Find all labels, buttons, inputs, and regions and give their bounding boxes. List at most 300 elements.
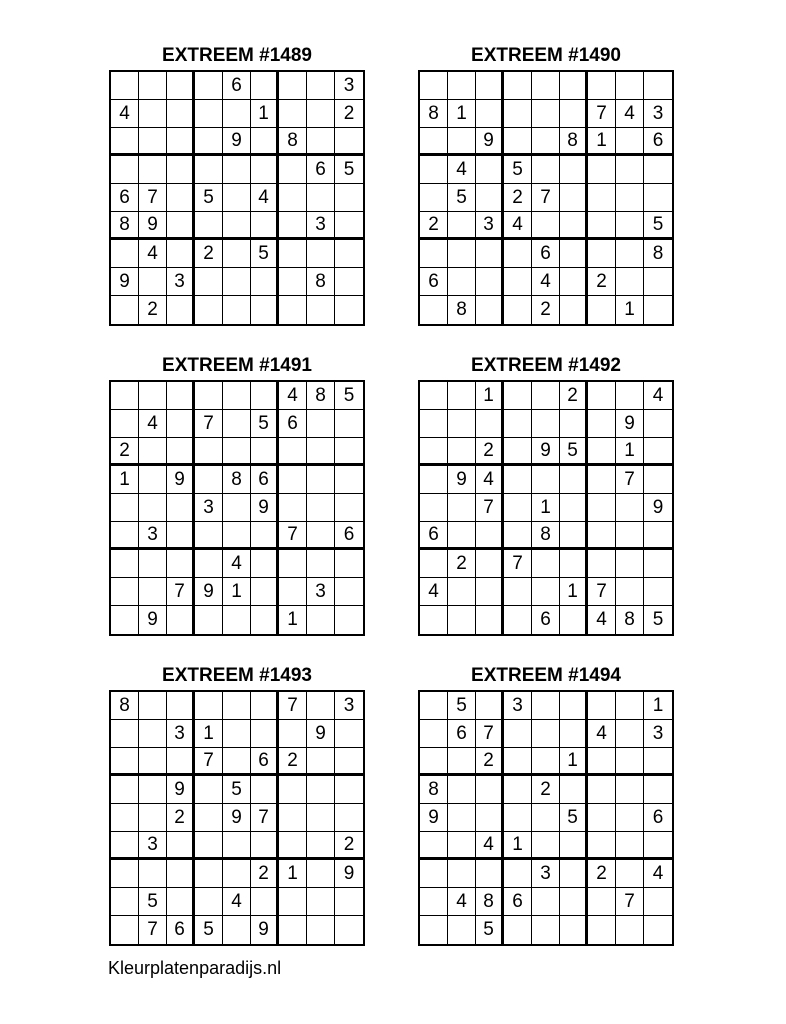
sudoku-cell [588, 550, 616, 578]
sudoku-cell [195, 212, 223, 240]
sudoku-cell [476, 268, 504, 296]
sudoku-grid [418, 70, 674, 326]
sudoku-cell: 2 [167, 804, 195, 832]
sudoku-cell [335, 606, 363, 634]
sudoku-cell [251, 720, 279, 748]
sudoku-cell: 4 [644, 860, 672, 888]
sudoku-cell [616, 128, 644, 156]
sudoku-cell [476, 522, 504, 550]
sudoku-cell [616, 72, 644, 100]
sudoku-cell [644, 550, 672, 578]
sudoku-cell: 6 [532, 606, 560, 634]
sudoku-cell: 9 [251, 916, 279, 944]
sudoku-cell: 1 [532, 494, 560, 522]
sudoku-cell [476, 804, 504, 832]
sudoku-cell [588, 522, 616, 550]
sudoku-cell: 3 [307, 212, 335, 240]
sudoku-cell [167, 128, 195, 156]
sudoku-cell: 5 [223, 776, 251, 804]
sudoku-cell [644, 832, 672, 860]
sudoku-cell: 5 [448, 184, 476, 212]
sudoku-cell [307, 184, 335, 212]
sudoku-cell [420, 184, 448, 212]
sudoku-cell [560, 296, 588, 324]
sudoku-cell: 5 [195, 184, 223, 212]
sudoku-cell: 8 [223, 466, 251, 494]
sudoku-cell [307, 522, 335, 550]
sudoku-cell [335, 804, 363, 832]
sudoku-cell [335, 916, 363, 944]
sudoku-cell: 2 [139, 296, 167, 324]
sudoku-cell: 3 [195, 494, 223, 522]
sudoku-cell: 1 [560, 748, 588, 776]
sudoku-cell [616, 748, 644, 776]
sudoku-cell: 3 [644, 100, 672, 128]
sudoku-cell [139, 692, 167, 720]
sudoku-cell [279, 184, 307, 212]
sudoku-cell [139, 382, 167, 410]
sudoku-cell: 4 [476, 832, 504, 860]
sudoku-cell [223, 410, 251, 438]
sudoku-grid [109, 70, 365, 326]
sudoku-cell [279, 438, 307, 466]
sudoku-cell [420, 296, 448, 324]
sudoku-cell [504, 606, 532, 634]
sudoku-cell [504, 296, 532, 324]
sudoku-cell [279, 466, 307, 494]
sudoku-cell [644, 296, 672, 324]
sudoku-cell [560, 240, 588, 268]
sudoku-cell [195, 522, 223, 550]
sudoku-cell [588, 832, 616, 860]
sudoku-cell [476, 296, 504, 324]
sudoku-cell [448, 212, 476, 240]
sudoku-cell [448, 522, 476, 550]
sudoku-cell [476, 776, 504, 804]
sudoku-cell: 9 [223, 128, 251, 156]
sudoku-cell [251, 268, 279, 296]
sudoku-cell [420, 466, 448, 494]
sudoku-cell [588, 382, 616, 410]
sudoku-cell [307, 832, 335, 860]
sudoku-cell [111, 916, 139, 944]
sudoku-cell [420, 916, 448, 944]
sudoku-cell [139, 72, 167, 100]
sudoku-cell [588, 72, 616, 100]
sudoku-cell: 9 [167, 466, 195, 494]
sudoku-cell: 6 [335, 522, 363, 550]
sudoku-cell: 8 [644, 240, 672, 268]
sudoku-cell [504, 494, 532, 522]
sudoku-cell: 4 [251, 184, 279, 212]
sudoku-cell [335, 466, 363, 494]
sudoku-cell [560, 100, 588, 128]
sudoku-cell: 8 [279, 128, 307, 156]
sudoku-cell: 2 [111, 438, 139, 466]
sudoku-cell [616, 382, 644, 410]
sudoku-cell [420, 748, 448, 776]
sudoku-cell [476, 550, 504, 578]
sudoku-cell [448, 382, 476, 410]
sudoku-cell [111, 860, 139, 888]
sudoku-cell [504, 916, 532, 944]
sudoku-cell [167, 832, 195, 860]
sudoku-cell [448, 128, 476, 156]
sudoku-cell [560, 860, 588, 888]
sudoku-cell [195, 832, 223, 860]
sudoku-cell [111, 888, 139, 916]
sudoku-cell [532, 720, 560, 748]
sudoku-cell [335, 268, 363, 296]
sudoku-grid [418, 380, 674, 636]
sudoku-cell [532, 156, 560, 184]
sudoku-cell: 9 [223, 804, 251, 832]
sudoku-cell [616, 860, 644, 888]
sudoku-cell [560, 494, 588, 522]
sudoku-cell [167, 438, 195, 466]
sudoku-cell: 8 [307, 268, 335, 296]
sudoku-cell [420, 410, 448, 438]
sudoku-cell [560, 888, 588, 916]
sudoku-cell [476, 860, 504, 888]
sudoku-cell [588, 438, 616, 466]
sudoku-cell: 8 [476, 888, 504, 916]
sudoku-cell [616, 720, 644, 748]
sudoku-grid [109, 380, 365, 636]
sudoku-cell [560, 692, 588, 720]
sudoku-cell [111, 72, 139, 100]
sudoku-cell [251, 382, 279, 410]
sudoku-cell [251, 606, 279, 634]
sudoku-cell [588, 296, 616, 324]
sudoku-cell: 8 [111, 212, 139, 240]
sudoku-cell: 2 [532, 296, 560, 324]
sudoku-cell [644, 916, 672, 944]
sudoku-cell [279, 156, 307, 184]
sudoku-cell [335, 240, 363, 268]
sudoku-cell [251, 550, 279, 578]
sudoku-cell [644, 888, 672, 916]
sudoku-cell [532, 212, 560, 240]
sudoku-cell [111, 156, 139, 184]
sudoku-cell [532, 748, 560, 776]
sudoku-cell [335, 296, 363, 324]
sudoku-cell [111, 382, 139, 410]
sudoku-cell: 1 [644, 692, 672, 720]
sudoku-cell: 2 [279, 748, 307, 776]
sudoku-cell: 4 [111, 100, 139, 128]
sudoku-cell [504, 466, 532, 494]
sudoku-cell: 6 [644, 804, 672, 832]
sudoku-cell [448, 748, 476, 776]
sudoku-cell: 3 [532, 860, 560, 888]
sudoku-cell [111, 832, 139, 860]
sudoku-cell [195, 550, 223, 578]
sudoku-cell: 5 [251, 240, 279, 268]
sudoku-cell [195, 128, 223, 156]
sudoku-cell: 6 [420, 522, 448, 550]
sudoku-cell [223, 184, 251, 212]
sudoku-cell [195, 888, 223, 916]
sudoku-cell: 7 [616, 888, 644, 916]
sudoku-cell: 8 [448, 296, 476, 324]
sudoku-cell [588, 916, 616, 944]
sudoku-cell: 5 [139, 888, 167, 916]
sudoku-cell [167, 240, 195, 268]
sudoku-cell [139, 438, 167, 466]
sudoku-cell [223, 100, 251, 128]
sudoku-cell: 6 [644, 128, 672, 156]
sudoku-cell [251, 296, 279, 324]
sudoku-cell: 2 [448, 550, 476, 578]
sudoku-cell [139, 720, 167, 748]
sudoku-cell: 1 [195, 720, 223, 748]
sudoku-cell [251, 438, 279, 466]
sudoku-cell [307, 438, 335, 466]
sudoku-cell [644, 410, 672, 438]
site-watermark: Kleurplatenparadijs.nl [108, 958, 282, 978]
sudoku-cell: 1 [251, 100, 279, 128]
sudoku-cell [616, 156, 644, 184]
sudoku-cell: 2 [195, 240, 223, 268]
sudoku-cell [167, 296, 195, 324]
sudoku-cell [616, 522, 644, 550]
sudoku-cell [279, 100, 307, 128]
sudoku-cell: 1 [476, 382, 504, 410]
sudoku-cell [195, 438, 223, 466]
sudoku-cell [504, 240, 532, 268]
sudoku-cell: 3 [476, 212, 504, 240]
sudoku-cell [532, 100, 560, 128]
sudoku-cell [448, 268, 476, 296]
sudoku-cell [504, 804, 532, 832]
sudoku-cell [504, 720, 532, 748]
sudoku-cell [420, 494, 448, 522]
sudoku-cell: 1 [448, 100, 476, 128]
sudoku-cell: 3 [335, 72, 363, 100]
sudoku-cell [448, 860, 476, 888]
sudoku-cell [420, 888, 448, 916]
sudoku-cell [279, 240, 307, 268]
sudoku-cell [251, 128, 279, 156]
sudoku-cell [616, 212, 644, 240]
sudoku-cell [139, 494, 167, 522]
sudoku-cell: 6 [279, 410, 307, 438]
sudoku-cell: 4 [532, 268, 560, 296]
sudoku-cell: 5 [195, 916, 223, 944]
sudoku-cell [223, 860, 251, 888]
sudoku-cell [644, 156, 672, 184]
sudoku-cell [616, 578, 644, 606]
sudoku-cell [251, 776, 279, 804]
sudoku-cell [251, 72, 279, 100]
sudoku-cell: 2 [588, 268, 616, 296]
sudoku-cell [139, 804, 167, 832]
sudoku-cell [195, 72, 223, 100]
sudoku-cell [279, 720, 307, 748]
sudoku-cell [504, 268, 532, 296]
puzzle-title: EXTREEM #1492 [471, 355, 621, 376]
sudoku-cell [420, 692, 448, 720]
sudoku-cell [448, 606, 476, 634]
sudoku-cell: 5 [335, 156, 363, 184]
sudoku-cell [616, 776, 644, 804]
sudoku-cell [307, 748, 335, 776]
sudoku-cell [307, 72, 335, 100]
sudoku-cell: 7 [195, 748, 223, 776]
sudoku-cell: 1 [504, 832, 532, 860]
sudoku-cell [279, 888, 307, 916]
sudoku-cell: 2 [504, 184, 532, 212]
sudoku-cell [251, 692, 279, 720]
sudoku-cell [335, 128, 363, 156]
sudoku-cell [139, 128, 167, 156]
sudoku-cell [588, 212, 616, 240]
sudoku-grid [418, 690, 674, 946]
sudoku-cell [111, 494, 139, 522]
sudoku-cell [111, 748, 139, 776]
sudoku-cell: 9 [251, 494, 279, 522]
sudoku-cell [223, 720, 251, 748]
sudoku-cell: 7 [279, 522, 307, 550]
puzzle-title: EXTREEM #1493 [162, 665, 312, 686]
sudoku-cell [616, 804, 644, 832]
sudoku-cell [504, 438, 532, 466]
sudoku-cell: 2 [532, 776, 560, 804]
sudoku-cell [448, 916, 476, 944]
sudoku-cell [644, 466, 672, 494]
sudoku-cell: 4 [223, 888, 251, 916]
sudoku-cell [420, 860, 448, 888]
sudoku-cell [420, 382, 448, 410]
sudoku-cell [504, 578, 532, 606]
sudoku-cell [223, 522, 251, 550]
sudoku-cell: 4 [504, 212, 532, 240]
sudoku-cell: 7 [195, 410, 223, 438]
sudoku-cell [139, 100, 167, 128]
sudoku-cell: 3 [335, 692, 363, 720]
sudoku-cell: 4 [420, 578, 448, 606]
sudoku-cell [448, 578, 476, 606]
sudoku-cell [504, 100, 532, 128]
sudoku-cell [420, 832, 448, 860]
sudoku-cell [279, 832, 307, 860]
sudoku-cell [167, 410, 195, 438]
sudoku-cell [560, 410, 588, 438]
sudoku-cell [223, 212, 251, 240]
sudoku-cell [167, 72, 195, 100]
sudoku-cell [139, 466, 167, 494]
sudoku-cell [195, 156, 223, 184]
sudoku-cell: 7 [588, 578, 616, 606]
sudoku-cell [448, 804, 476, 832]
sudoku-cell [335, 212, 363, 240]
sudoku-cell [448, 832, 476, 860]
sudoku-cell [644, 522, 672, 550]
sudoku-cell [195, 382, 223, 410]
sudoku-cell [532, 804, 560, 832]
sudoku-cell [139, 268, 167, 296]
sudoku-cell [476, 72, 504, 100]
sudoku-cell: 1 [588, 128, 616, 156]
sudoku-cell: 7 [504, 550, 532, 578]
sudoku-cell [476, 606, 504, 634]
sudoku-cell: 5 [476, 916, 504, 944]
sudoku-cell [279, 578, 307, 606]
sudoku-cell [476, 578, 504, 606]
sudoku-cell: 2 [476, 748, 504, 776]
sudoku-cell [223, 438, 251, 466]
sudoku-cell: 7 [251, 804, 279, 832]
sudoku-cell: 7 [588, 100, 616, 128]
sudoku-cell [167, 606, 195, 634]
sudoku-cell: 1 [111, 466, 139, 494]
sudoku-cell [420, 128, 448, 156]
puzzle-title: EXTREEM #1489 [162, 45, 312, 66]
sudoku-cell [111, 720, 139, 748]
sudoku-cell [504, 382, 532, 410]
sudoku-cell: 4 [476, 466, 504, 494]
sudoku-cell [251, 578, 279, 606]
sudoku-cell [335, 410, 363, 438]
sudoku-cell [111, 522, 139, 550]
sudoku-cell: 3 [307, 578, 335, 606]
sudoku-cell [195, 692, 223, 720]
sudoku-cell [307, 888, 335, 916]
sudoku-cell [223, 748, 251, 776]
sudoku-cell [560, 550, 588, 578]
sudoku-cell [335, 776, 363, 804]
sudoku-cell [335, 550, 363, 578]
sudoku-cell: 2 [420, 212, 448, 240]
sudoku-cell: 9 [616, 410, 644, 438]
sudoku-cell [223, 832, 251, 860]
sudoku-cell: 9 [307, 720, 335, 748]
sudoku-cell [420, 606, 448, 634]
sudoku-cell: 9 [167, 776, 195, 804]
sudoku-cell: 7 [279, 692, 307, 720]
sudoku-cell [644, 578, 672, 606]
sudoku-cell [307, 494, 335, 522]
sudoku-cell [616, 184, 644, 212]
sudoku-cell: 3 [139, 522, 167, 550]
sudoku-cell [616, 240, 644, 268]
sudoku-cell [167, 860, 195, 888]
sudoku-cell: 4 [448, 888, 476, 916]
sudoku-cell [111, 606, 139, 634]
sudoku-cell: 9 [139, 212, 167, 240]
sudoku-cell [504, 410, 532, 438]
sudoku-cell [139, 578, 167, 606]
sudoku-cell: 6 [307, 156, 335, 184]
sudoku-cell [251, 832, 279, 860]
sudoku-cell [476, 692, 504, 720]
sudoku-cell [279, 494, 307, 522]
sudoku-cell [588, 804, 616, 832]
sudoku-cell [476, 240, 504, 268]
sudoku-cell [335, 578, 363, 606]
sudoku-cell [504, 72, 532, 100]
sudoku-cell [279, 804, 307, 832]
sudoku-cell [111, 804, 139, 832]
sudoku-cell [167, 156, 195, 184]
sudoku-cell [279, 916, 307, 944]
sudoku-cell [279, 268, 307, 296]
sudoku-cell [111, 240, 139, 268]
sudoku-cell [279, 212, 307, 240]
sudoku-cell: 4 [588, 606, 616, 634]
sudoku-cell [532, 692, 560, 720]
